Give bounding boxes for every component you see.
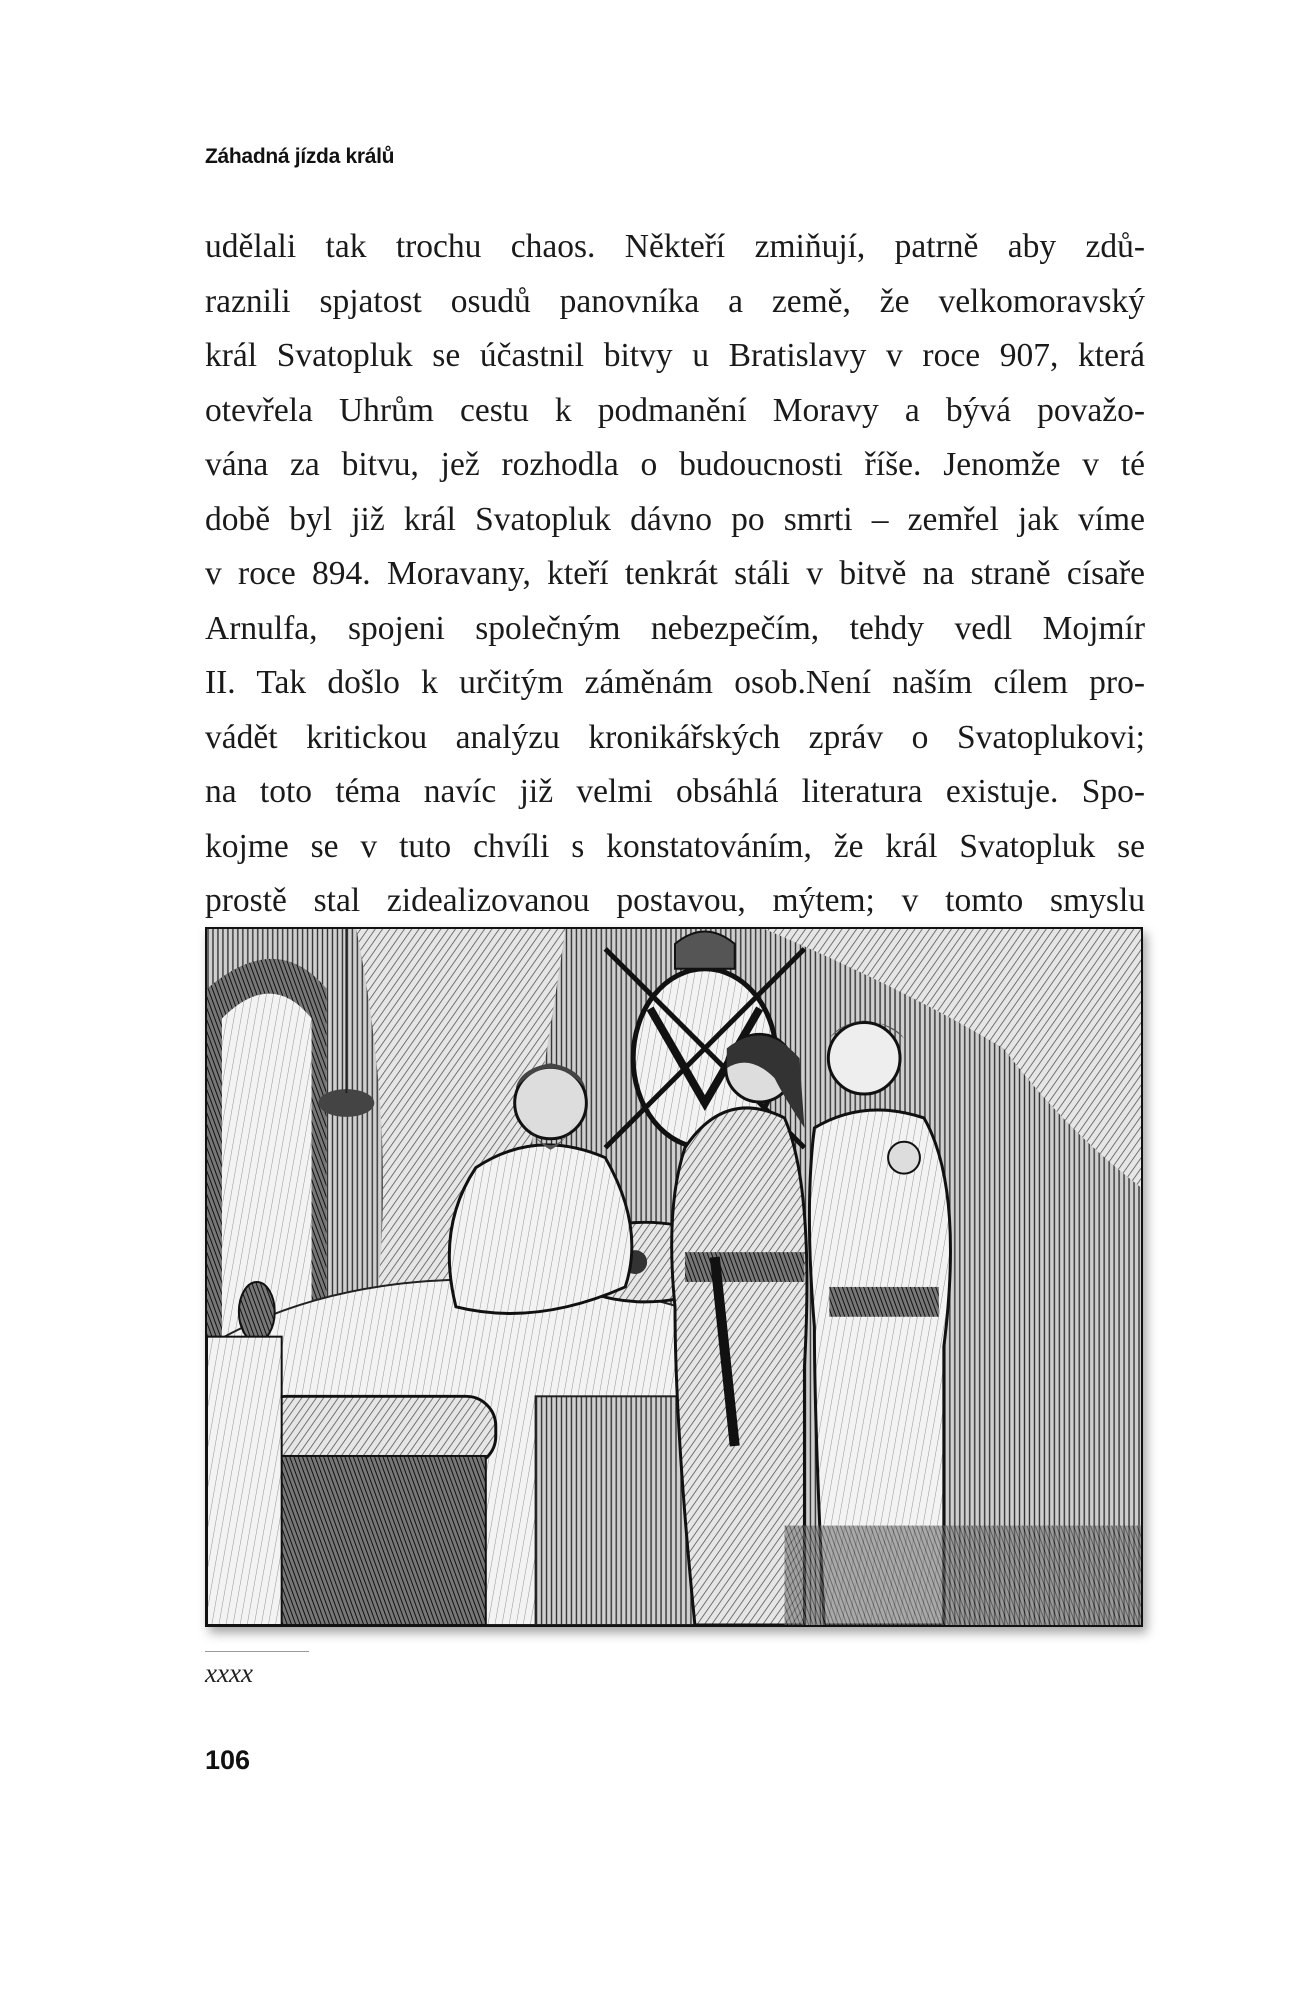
text-line: udělali tak trochu chaos. Někteří zmiňují, patrně aby zdů- bbox=[205, 228, 1145, 265]
text-line: Arnulfa, spojeni společným nebezpečím, tehdy vedl Mojmír bbox=[205, 609, 1145, 647]
page-number: 106 bbox=[205, 1745, 251, 1775]
figure-caption: xxxx bbox=[205, 1658, 253, 1688]
running-head: Záhadná jízda králů bbox=[205, 145, 395, 168]
helmet bbox=[675, 931, 735, 968]
body-paragraph bbox=[205, 220, 1145, 929]
text-line: kojme se v tuto chvíli s konstatováním, že král Svatopluk se bbox=[205, 827, 1145, 865]
text-line: prostě stal zidealizovanou postavou, mýtem; v tomto smyslu bbox=[205, 882, 1145, 919]
engraving-illustration bbox=[205, 927, 1143, 1627]
text-line: otevřela Uhrům cestu k podmanění Moravy a bývá považo- bbox=[205, 391, 1145, 429]
king-figure bbox=[449, 1145, 632, 1314]
caption-rule bbox=[205, 1651, 309, 1652]
text-line: na toto téma navíc již velmi obsáhlá literatura existuje. Spo- bbox=[205, 773, 1145, 810]
text-line: v roce 894. Moravany, kteří tenkrát stáli v bitvě na straně císaře bbox=[205, 555, 1145, 592]
text-line: raznili spjatost osudů panovníka a země, že velkomoravský bbox=[205, 282, 1145, 320]
text-line: vádět kritickou analýzu kronikářských zpráv o Svatoplukovi; bbox=[205, 718, 1145, 756]
text-line: vána za bitvu, jež rozhodla o budoucnosti říše. Jenomže v té bbox=[205, 446, 1145, 483]
hanging-lamp bbox=[319, 1089, 375, 1117]
engraving-drawing bbox=[207, 929, 1141, 1625]
text-line: král Svatopluk se účastnil bitvy u Bratislavy v roce 907, která bbox=[205, 337, 1145, 374]
text-line: době byl již král Svatopluk dávno po smrti – zemřel jak víme bbox=[205, 500, 1145, 538]
text-line: II. Tak došlo k určitým záměnám osob.Není naším cílem pro- bbox=[205, 664, 1145, 701]
